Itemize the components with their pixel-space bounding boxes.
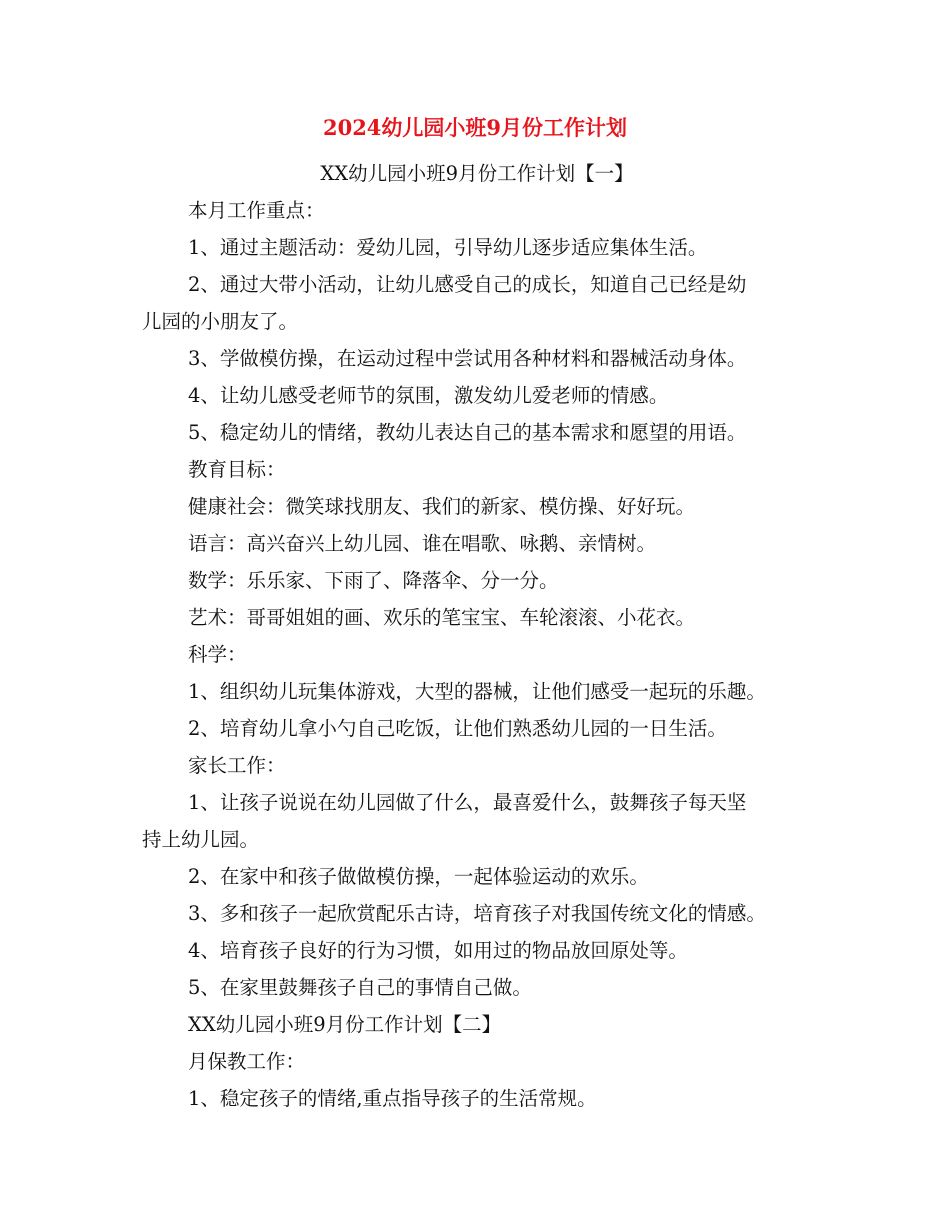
paragraph-line: 1、组织幼儿玩集体游戏，大型的器械，让他们感受一起玩的乐趣。 — [188, 680, 766, 703]
section-heading-1: XX幼儿园小班9月份工作计划【一】 — [320, 162, 634, 185]
paragraph-line: 1、稳定孩子的情绪,重点指导孩子的生活常规。 — [188, 1087, 597, 1110]
paragraph-line: 2、培育幼儿拿小勺自己吃饭，让他们熟悉幼儿园的一日生活。 — [188, 717, 727, 740]
paragraph-line: 3、多和孩子一起欣赏配乐古诗，培育孩子对我国传统文化的情感。 — [188, 902, 766, 925]
paragraph-line: 5、稳定幼儿的情绪，教幼儿表达自己的基本需求和愿望的用语。 — [188, 421, 747, 444]
document-title: 2024幼儿园小班9月份工作计划 — [322, 115, 628, 140]
paragraph-line: 2、在家中和孩子做做模仿操，一起体验运动的欢乐。 — [188, 865, 649, 888]
paragraph-line: 本月工作重点： — [188, 199, 325, 222]
paragraph-line: 教育目标： — [188, 458, 286, 481]
paragraph-line-continued: 持上幼儿园。 — [142, 828, 260, 851]
paragraph-line: 4、培育孩子良好的行为习惯，如用过的物品放回原处等。 — [188, 939, 688, 962]
paragraph-line: 1、让孩子说说在幼儿园做了什么，最喜爱什么，鼓舞孩子每天坚 — [188, 791, 747, 814]
paragraph-line: 2、通过大带小活动，让幼儿感受自己的成长，知道自己已经是幼 — [188, 273, 747, 296]
paragraph-line: 语言：高兴奋兴上幼儿园、谁在唱歌、咏鹅、亲情树。 — [188, 532, 657, 555]
paragraph-line: 5、在家里鼓舞孩子自己的事情自己做。 — [188, 976, 532, 999]
paragraph-line: 1、通过主题活动：爱幼儿园，引导幼儿逐步适应集体生活。 — [188, 236, 708, 259]
paragraph-line: 艺术：哥哥姐姐的画、欢乐的笔宝宝、车轮滚滚、小花衣。 — [188, 606, 696, 629]
section-heading-2: XX幼儿园小班9月份工作计划【二】 — [188, 1013, 502, 1036]
paragraph-line-continued: 儿园的小朋友了。 — [142, 310, 299, 333]
paragraph-line: 家长工作： — [188, 754, 286, 777]
document-body — [142, 155, 812, 1117]
paragraph-line: 健康社会：微笑球找朋友、我们的新家、模仿操、好好玩。 — [188, 495, 696, 518]
paragraph-line: 月保教工作： — [188, 1050, 306, 1073]
paragraph-line: 3、学做模仿操，在运动过程中尝试用各种材料和器械活动身体。 — [188, 347, 747, 370]
paragraph-line: 4、让幼儿感受老师节的氛围，激发幼儿爱老师的情感。 — [188, 384, 669, 407]
paragraph-line: 数学：乐乐家、下雨了、降落伞、分一分。 — [188, 569, 559, 592]
paragraph-line: 科学： — [188, 643, 247, 666]
